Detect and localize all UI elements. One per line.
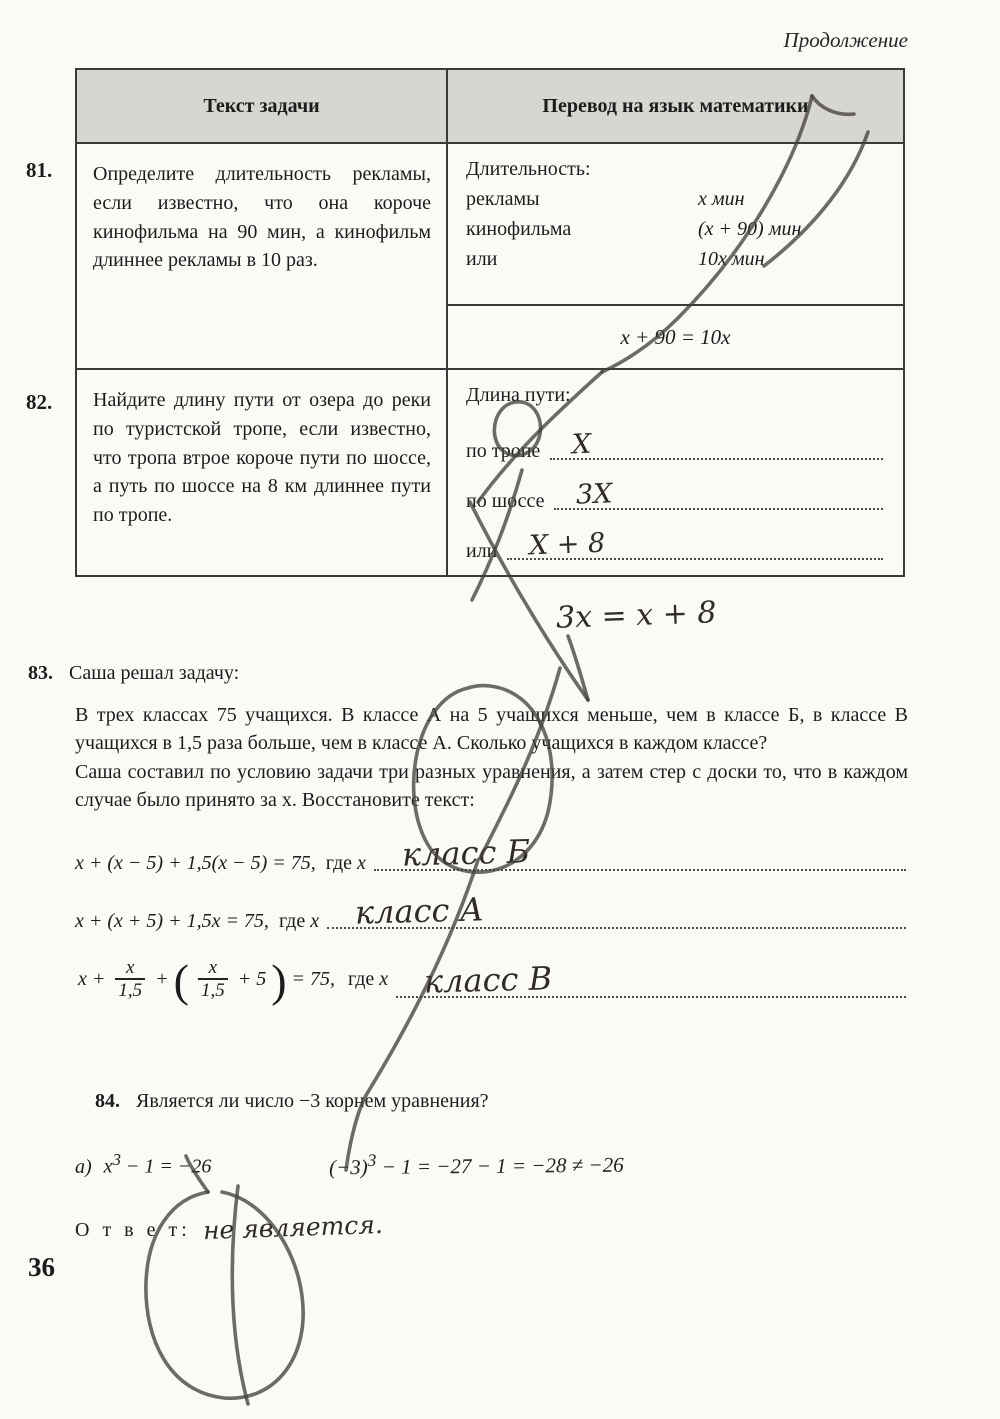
handwritten-work: [329, 1148, 624, 1181]
handwritten-answer-2: класс А: [354, 889, 485, 932]
handwritten-or-value: X + 8: [528, 527, 607, 562]
path-line-highway-blank: [554, 478, 883, 511]
where-word: где: [348, 967, 375, 990]
continuation-header: Продолжение: [783, 28, 908, 52]
problem-83-intro: Саша решал задачу:: [69, 662, 240, 684]
problem-84-number: 84.: [95, 1090, 120, 1112]
table-row-81: [77, 144, 903, 370]
where-word: где: [325, 851, 353, 874]
duration-line-or-value: 10x мин: [698, 248, 765, 270]
problem-81-number: 81.: [26, 158, 53, 182]
path-line-or-label: или: [466, 540, 498, 562]
problem-83-paragraph-1: В трех классах 75 учащихся. В классе А на 5 учащихся меньше, чем в классе Б, в классе В учащихся в 1,5 раза больше, чем в классе А. Сколько учащихся в каждом классе?: [75, 704, 908, 755]
problem-83-number: 83.: [28, 662, 53, 684]
translation-table: [75, 68, 905, 577]
equation-3-lead: x +: [78, 967, 106, 990]
work-exponent: 3: [367, 1149, 377, 1170]
equation-3-where: [348, 968, 388, 991]
duration-title: Длительность:: [466, 158, 591, 180]
equation-2-formula: x + (x + 5) + 1,5x = 75,: [75, 909, 269, 932]
handwritten-answer-3: класс В: [423, 959, 553, 1001]
duration-line-movie-value: (x + 90) мин: [698, 218, 802, 240]
duration-line-movie: [466, 218, 885, 241]
page-number: 36: [28, 1252, 55, 1282]
problem-82-number: 82.: [26, 390, 53, 414]
work-rest: − 1 = −27 − 1 = −28 ≠ −26: [376, 1152, 625, 1179]
problem-81-equation: x + 90 = 10x: [620, 324, 731, 349]
duration-line-ads-label: рекламы: [466, 188, 540, 210]
equation-3-answer-blank: [396, 959, 906, 1001]
problem-81-translation: [448, 144, 903, 368]
equation-2-where: [279, 910, 319, 933]
fraction-2: [198, 957, 228, 1003]
handwritten-highway-value: 3X: [575, 478, 614, 511]
where-variable: x: [379, 967, 389, 990]
equation-rest: − 1 = −26: [120, 1156, 212, 1178]
equation-exponent: 3: [112, 1150, 121, 1170]
problem-83-paragraph-2: Саша составил по условию задачи три разных уравнения, а затем стер с доски то, что в каждом случае было принято за x. Восстановите текст:: [75, 760, 908, 812]
problem-84-item-a: [75, 1149, 908, 1179]
problem-84-question: Является ли число −3 корнем уравнения?: [136, 1090, 489, 1112]
where-word: где: [278, 909, 306, 932]
path-line-highway-label: по шоссе: [466, 490, 545, 512]
problem-81-text: Определите длительность рекламы, если известно, что она короче кинофильма на 90 мин, а кинофильм длиннее рекламы в 10 раз.: [77, 144, 448, 368]
duration-line-or-label: или: [466, 248, 498, 270]
table-header-row: [77, 70, 903, 144]
equation-row-1: [75, 831, 908, 875]
equation-2-answer-blank: [327, 889, 906, 932]
handwritten-answer-84: не является.: [202, 1209, 384, 1246]
open-paren: (: [173, 954, 189, 1006]
handwritten-trail-value: X: [571, 428, 593, 461]
answer-label: О т в е т:: [75, 1219, 191, 1241]
equation-base: x: [103, 1156, 113, 1178]
path-line-or-blank: [507, 527, 883, 562]
duration-line-movie-label: кинофильма: [466, 218, 572, 240]
fraction-1-numerator: x: [126, 956, 135, 978]
where-variable: x: [310, 909, 320, 932]
equation-3-plus: +: [155, 967, 169, 990]
work-base: (−3): [329, 1154, 369, 1180]
fraction-1-denominator: 1,5: [115, 978, 145, 1002]
where-variable: x: [357, 851, 366, 874]
table-row-82: [77, 370, 903, 575]
fraction-1: [115, 957, 145, 1003]
path-line-trail-blank: [550, 428, 883, 461]
problem-82-text: Найдите длину пути от озера до реки по туристской тропе, если известно, что тропа втрое короче пути по шоссе, а путь по шоссе на 8 км длиннее пути по тропе.: [77, 370, 448, 575]
problem-83: [28, 662, 908, 1006]
item-a-label: а): [75, 1156, 92, 1178]
problem-84: [75, 1090, 908, 1246]
problem-84-answer-line: [75, 1209, 908, 1246]
equation-row-2: [75, 889, 908, 933]
table-header-problem-text: Текст задачи: [77, 70, 448, 142]
duration-line-ads-value: x мин: [698, 188, 745, 210]
equation-1-where: [326, 852, 366, 875]
table-header-translation: Перевод на язык математики: [542, 94, 809, 117]
handwritten-equation-82: 3x = x + 8: [555, 595, 717, 636]
equation-3-end: = 75,: [291, 967, 336, 990]
problem-84-heading: [95, 1090, 908, 1113]
fraction-2-numerator: x: [208, 956, 218, 978]
path-length-title: Длина пути:: [466, 384, 571, 406]
problem-83-heading: [28, 662, 908, 685]
fraction-2-denominator: 1,5: [198, 978, 228, 1002]
path-line-trail-label: по тропе: [466, 440, 541, 462]
duration-line-ads: [466, 188, 885, 211]
duration-line-or: [466, 248, 885, 271]
item-a-equation: [104, 1150, 212, 1179]
close-paren: ): [271, 954, 287, 1006]
problem-82-translation: [448, 370, 903, 575]
handwritten-answer-1: класс Б: [401, 831, 531, 874]
path-line-highway: [466, 478, 885, 513]
path-line-or: [466, 527, 885, 563]
equation-1-formula: x + (x − 5) + 1,5(x − 5) = 75,: [75, 851, 316, 874]
equation-row-3: [75, 954, 908, 1006]
equation-1-answer-blank: [374, 831, 906, 874]
equation-3-inner-tail: + 5: [237, 967, 267, 990]
path-line-trail: [466, 428, 885, 463]
problem-81-translation-upper: [448, 144, 903, 304]
